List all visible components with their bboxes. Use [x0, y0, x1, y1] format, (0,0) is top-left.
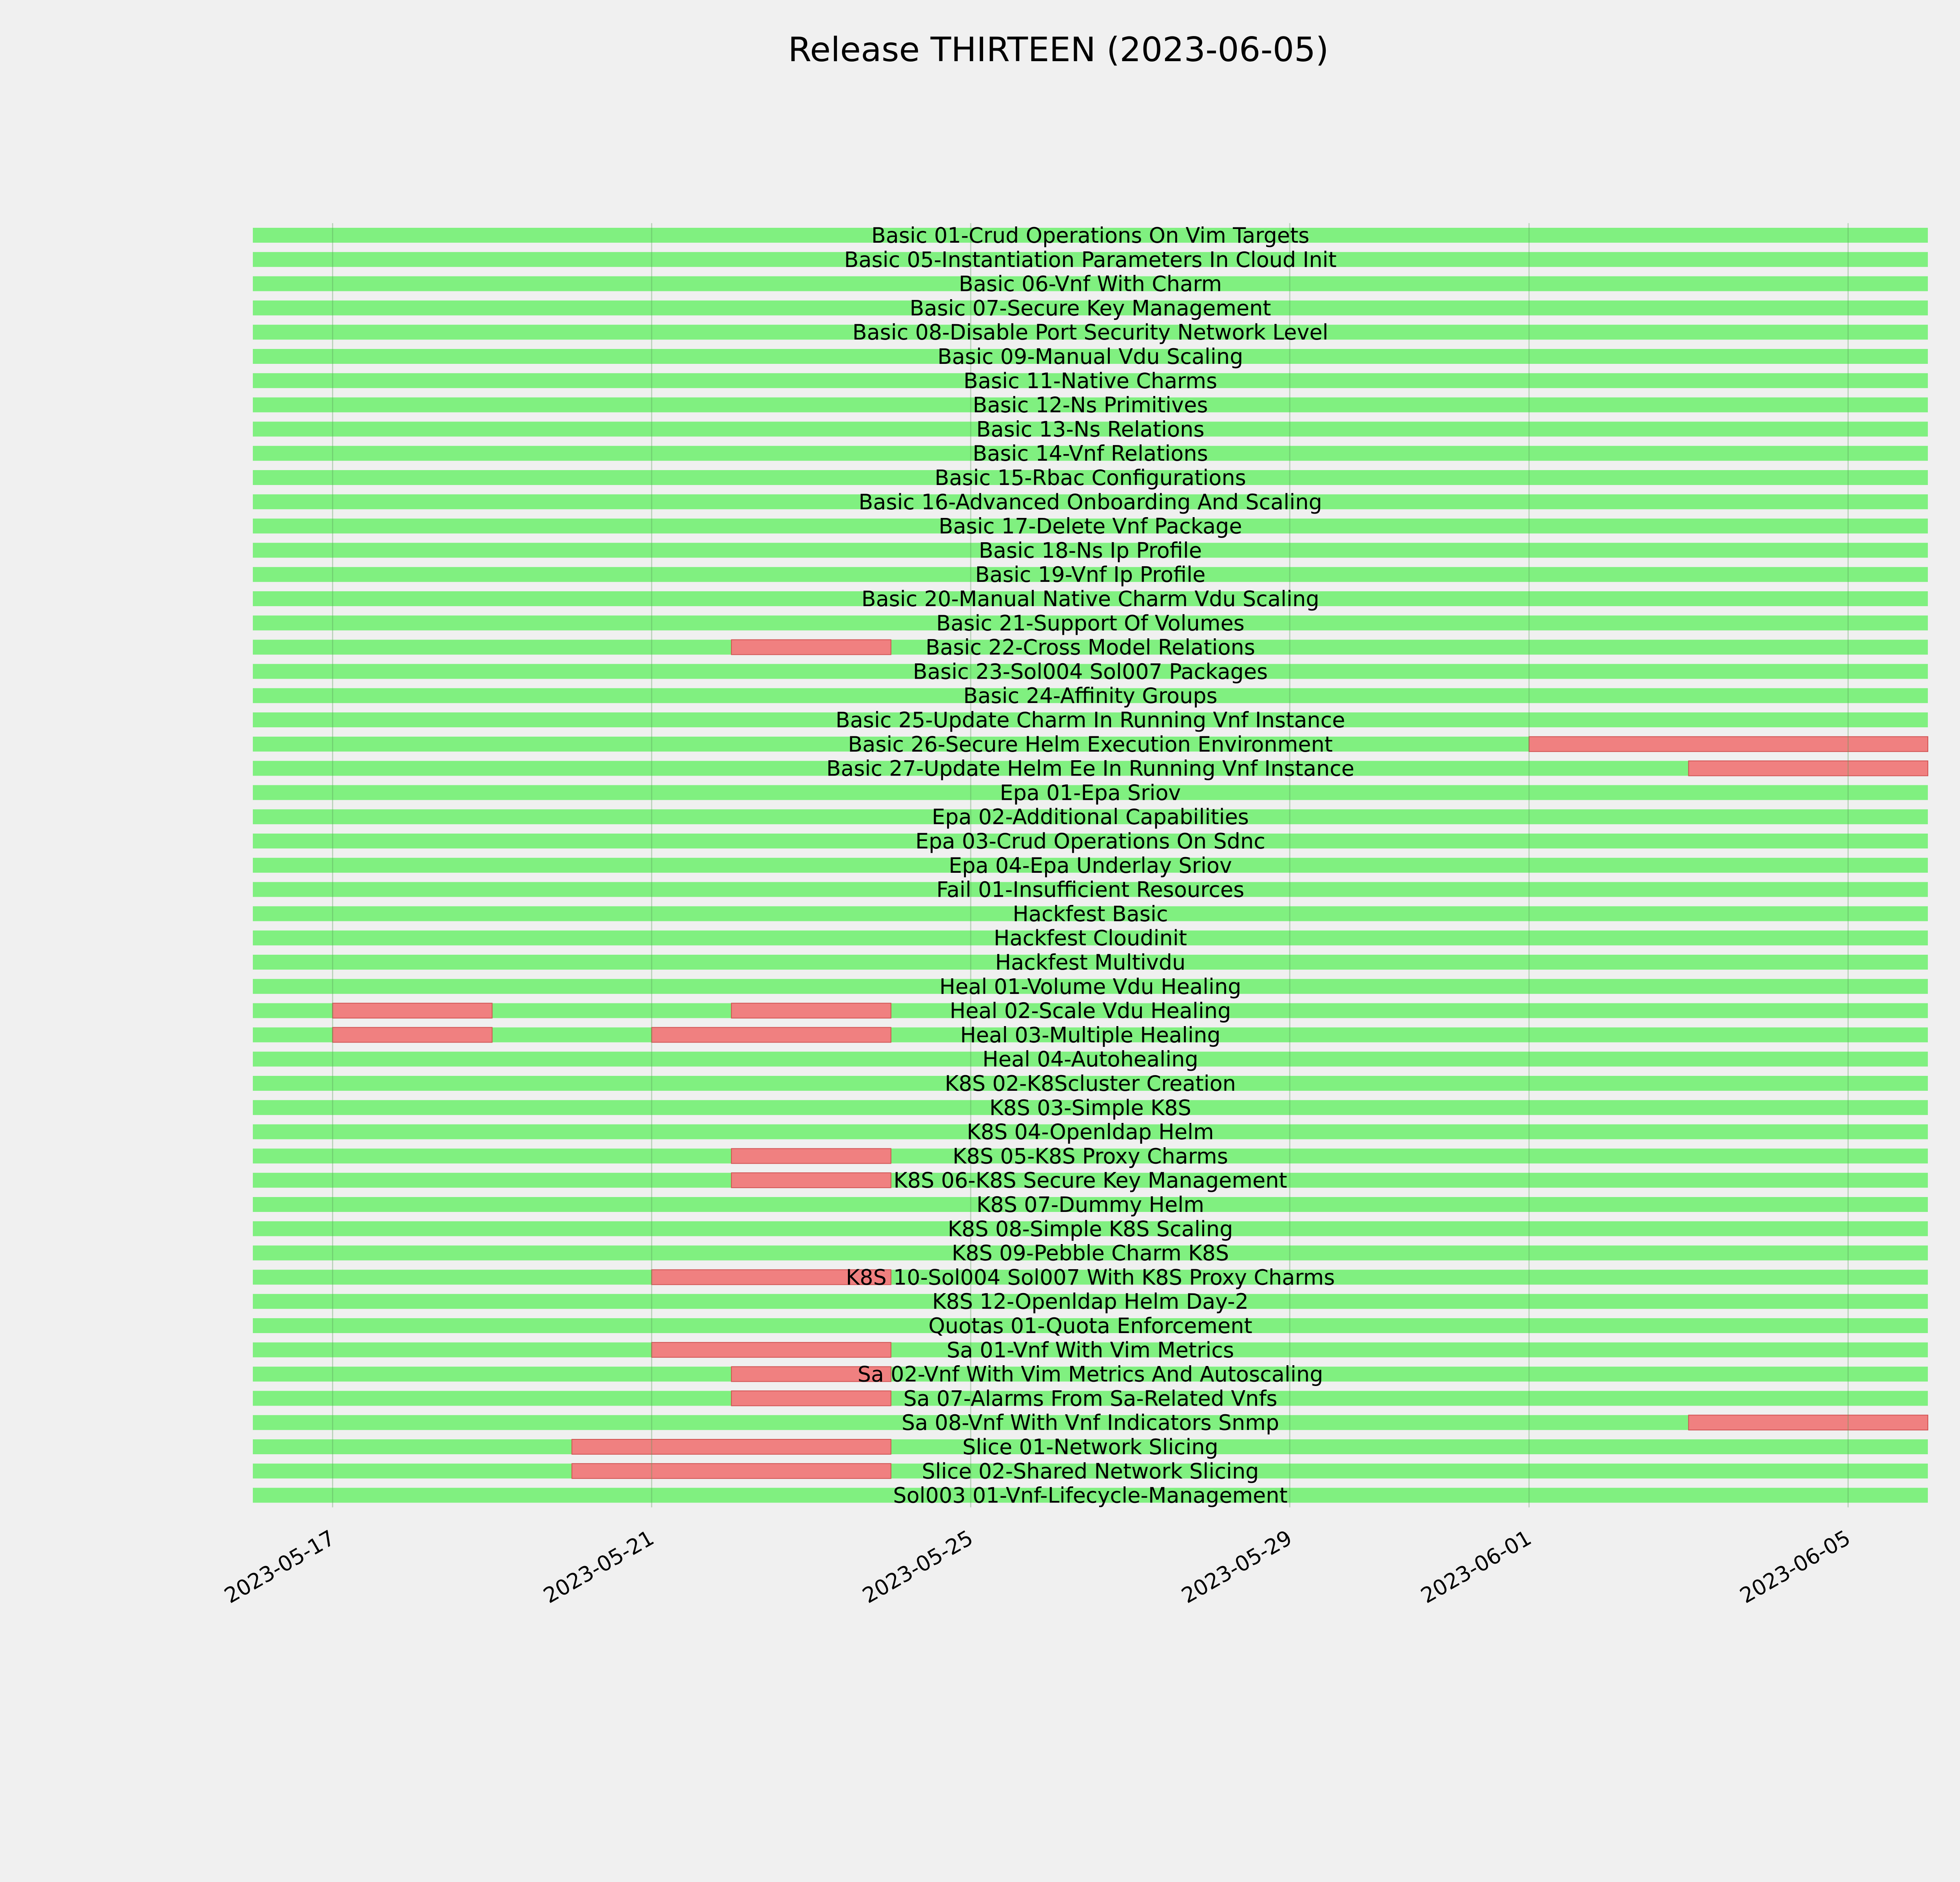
row-label: Basic 18-Ns Ip Profile [978, 538, 1202, 563]
row-label: Slice 02-Shared Network Slicing [922, 1459, 1259, 1484]
row-label: Sa 08-Vnf With Vnf Indicators Snmp [901, 1410, 1279, 1435]
row-label: Basic 26-Secure Helm Execution Environment [848, 732, 1333, 757]
row-label: Hackfest Multivdu [995, 950, 1186, 975]
row-label: Basic 25-Update Charm In Running Vnf Instance [835, 708, 1345, 732]
fail-bar [652, 1342, 891, 1357]
fail-bar [652, 1027, 891, 1042]
x-tick-label: 2023-05-29 [1177, 1525, 1296, 1608]
row-label: Sa 01-Vnf With Vim Metrics [946, 1337, 1234, 1362]
fail-bar [1689, 761, 1928, 776]
fail-bar [731, 1148, 891, 1163]
row-label: Basic 21-Support Of Volumes [936, 610, 1245, 636]
row-label: K8S 09-Pebble Charm K8S [951, 1241, 1229, 1266]
row-label: Sa 02-Vnf With Vim Metrics And Autoscaling [857, 1362, 1323, 1387]
row-label: Hackfest Basic [1013, 901, 1168, 926]
fail-bar [1689, 1415, 1928, 1430]
x-tick-label: 2023-06-01 [1416, 1525, 1536, 1608]
x-tick-label: 2023-05-21 [539, 1525, 658, 1608]
row-label: Basic 16-Advanced Onboarding And Scaling [858, 489, 1322, 514]
row-label: Basic 01-Crud Operations On Vim Targets [871, 223, 1310, 248]
row-label: Epa 01-Epa Sriov [1000, 780, 1181, 805]
row-label: Basic 27-Update Helm Ee In Running Vnf Instance [826, 756, 1354, 781]
fail-bar [731, 1391, 891, 1406]
x-tick-label: 2023-06-05 [1735, 1525, 1855, 1608]
row-label: Basic 09-Manual Vdu Scaling [937, 344, 1243, 369]
fail-bar [1529, 737, 1928, 752]
fail-bar [731, 1173, 891, 1188]
row-label: K8S 12-Openldap Helm Day-2 [932, 1289, 1249, 1314]
row-label: K8S 02-K8Scluster Creation [945, 1071, 1236, 1096]
row-label: K8S 05-K8S Proxy Charms [953, 1144, 1228, 1169]
row-label: Epa 02-Additional Capabilities [932, 805, 1249, 830]
row-label: Basic 11-Native Charms [963, 368, 1218, 393]
row-label: Basic 17-Delete Vnf Package [938, 514, 1242, 539]
row-label: K8S 10-Sol004 Sol007 With K8S Proxy Charms [846, 1265, 1335, 1290]
row-label: Basic 06-Vnf With Charm [958, 271, 1222, 296]
row-label: Basic 19-Vnf Ip Profile [975, 562, 1206, 587]
row-label: Basic 15-Rbac Configurations [935, 465, 1246, 490]
row-label: Basic 12-Ns Primitives [973, 392, 1208, 418]
row-label: Basic 20-Manual Native Charm Vdu Scaling [861, 587, 1319, 611]
row-label: K8S 06-K8S Secure Key Management [893, 1168, 1287, 1193]
fail-bar [731, 640, 891, 655]
fail-bar [332, 1003, 492, 1018]
chart-title: Release THIRTEEN (2023-06-05) [788, 30, 1329, 69]
row-label: K8S 08-Simple K8S Scaling [947, 1216, 1233, 1241]
row-label: Sol003 01-Vnf-Lifecycle-Management [893, 1483, 1288, 1508]
row-label: Heal 03-Multiple Healing [960, 1023, 1221, 1048]
row-label: Epa 04-Epa Underlay Sriov [949, 853, 1232, 878]
row-label: Epa 03-Crud Operations On Sdnc [915, 829, 1265, 854]
fail-bar [332, 1027, 492, 1042]
row-label: Heal 02-Scale Vdu Healing [949, 998, 1231, 1023]
row-label: Basic 13-Ns Relations [976, 417, 1205, 442]
row-label: K8S 07-Dummy Helm [976, 1192, 1204, 1217]
row-label: K8S 03-Simple K8S [989, 1095, 1192, 1120]
row-label: Slice 01-Network Slicing [962, 1435, 1218, 1459]
x-tick-label: 2023-05-25 [858, 1525, 977, 1608]
x-tick-label: 2023-05-17 [220, 1525, 339, 1608]
row-label: Heal 01-Volume Vdu Healing [939, 974, 1241, 999]
row-label: Quotas 01-Quota Enforcement [928, 1313, 1252, 1338]
row-label: Basic 07-Secure Key Management [909, 296, 1271, 321]
row-label: Hackfest Cloudinit [993, 926, 1187, 951]
row-label: Basic 23-Sol004 Sol007 Packages [913, 659, 1268, 684]
row-label: Basic 05-Instantiation Parameters In Cloud Init [844, 247, 1337, 272]
row-label: Basic 24-Affinity Groups [963, 683, 1218, 708]
fail-bar [572, 1439, 891, 1454]
row-label: Sa 07-Alarms From Sa-Related Vnfs [903, 1386, 1278, 1411]
row-label: Basic 08-Disable Port Security Network Level [852, 320, 1328, 345]
row-label: Basic 22-Cross Model Relations [926, 635, 1255, 660]
row-label: Heal 04-Autohealing [982, 1047, 1198, 1072]
row-label: Fail 01-Insufficient Resources [936, 877, 1245, 902]
x-axis-ticks [220, 1525, 1855, 1608]
row-label: K8S 04-Openldap Helm [967, 1119, 1214, 1144]
row-label: Basic 14-Vnf Relations [973, 441, 1208, 466]
fail-bar [572, 1464, 891, 1479]
fail-bar [731, 1003, 891, 1018]
